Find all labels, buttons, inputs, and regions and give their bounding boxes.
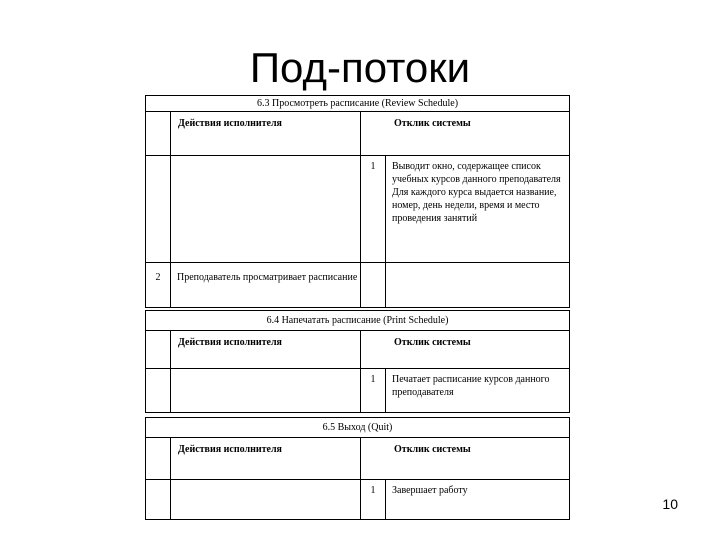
system-header: Отклик системы: [361, 331, 570, 369]
section-caption: 6.5 Выход (Quit): [146, 418, 570, 438]
row-num-left: [146, 480, 171, 520]
row-actor: [171, 369, 361, 413]
row-system: Завершает работу: [386, 480, 570, 520]
section-caption: 6.3 Просмотреть расписание (Review Schedule): [146, 96, 570, 112]
row-num-right: 1: [361, 480, 386, 520]
empty-cell: [146, 438, 171, 480]
empty-cell: [146, 331, 171, 369]
system-header: Отклик системы: [361, 438, 570, 480]
actor-header: Действия исполнителя: [171, 438, 361, 480]
table-quit: [145, 417, 570, 520]
actor-header: Действия исполнителя: [171, 331, 361, 369]
row-num-left: [146, 369, 171, 413]
row-num-left: [146, 156, 171, 263]
row-actor: [171, 156, 361, 263]
row-num-left: 2: [146, 263, 171, 308]
page-number: 10: [662, 496, 678, 512]
row-actor: Преподаватель просматривает расписание: [171, 263, 361, 308]
slide-title: Под-потоки: [249, 44, 471, 91]
row-system: [386, 263, 570, 308]
section-caption: 6.4 Напечатать расписание (Print Schedule): [146, 311, 570, 331]
table-review-schedule: [145, 95, 570, 308]
table-print-schedule: [145, 310, 570, 413]
row-num-right: 1: [361, 156, 386, 263]
actor-header: Действия исполнителя: [171, 112, 361, 156]
row-num-right: [361, 263, 386, 308]
row-system: Выводит окно, содержащее список учебных курсов данного преподавателя Для каждого курса выдается название, номер, день недели, время и место проведения занятий: [386, 156, 570, 263]
row-num-right: 1: [361, 369, 386, 413]
row-actor: [171, 480, 361, 520]
row-system: Печатает расписание курсов данного преподавателя: [386, 369, 570, 413]
empty-cell: [146, 112, 171, 156]
system-header: Отклик системы: [361, 112, 570, 156]
